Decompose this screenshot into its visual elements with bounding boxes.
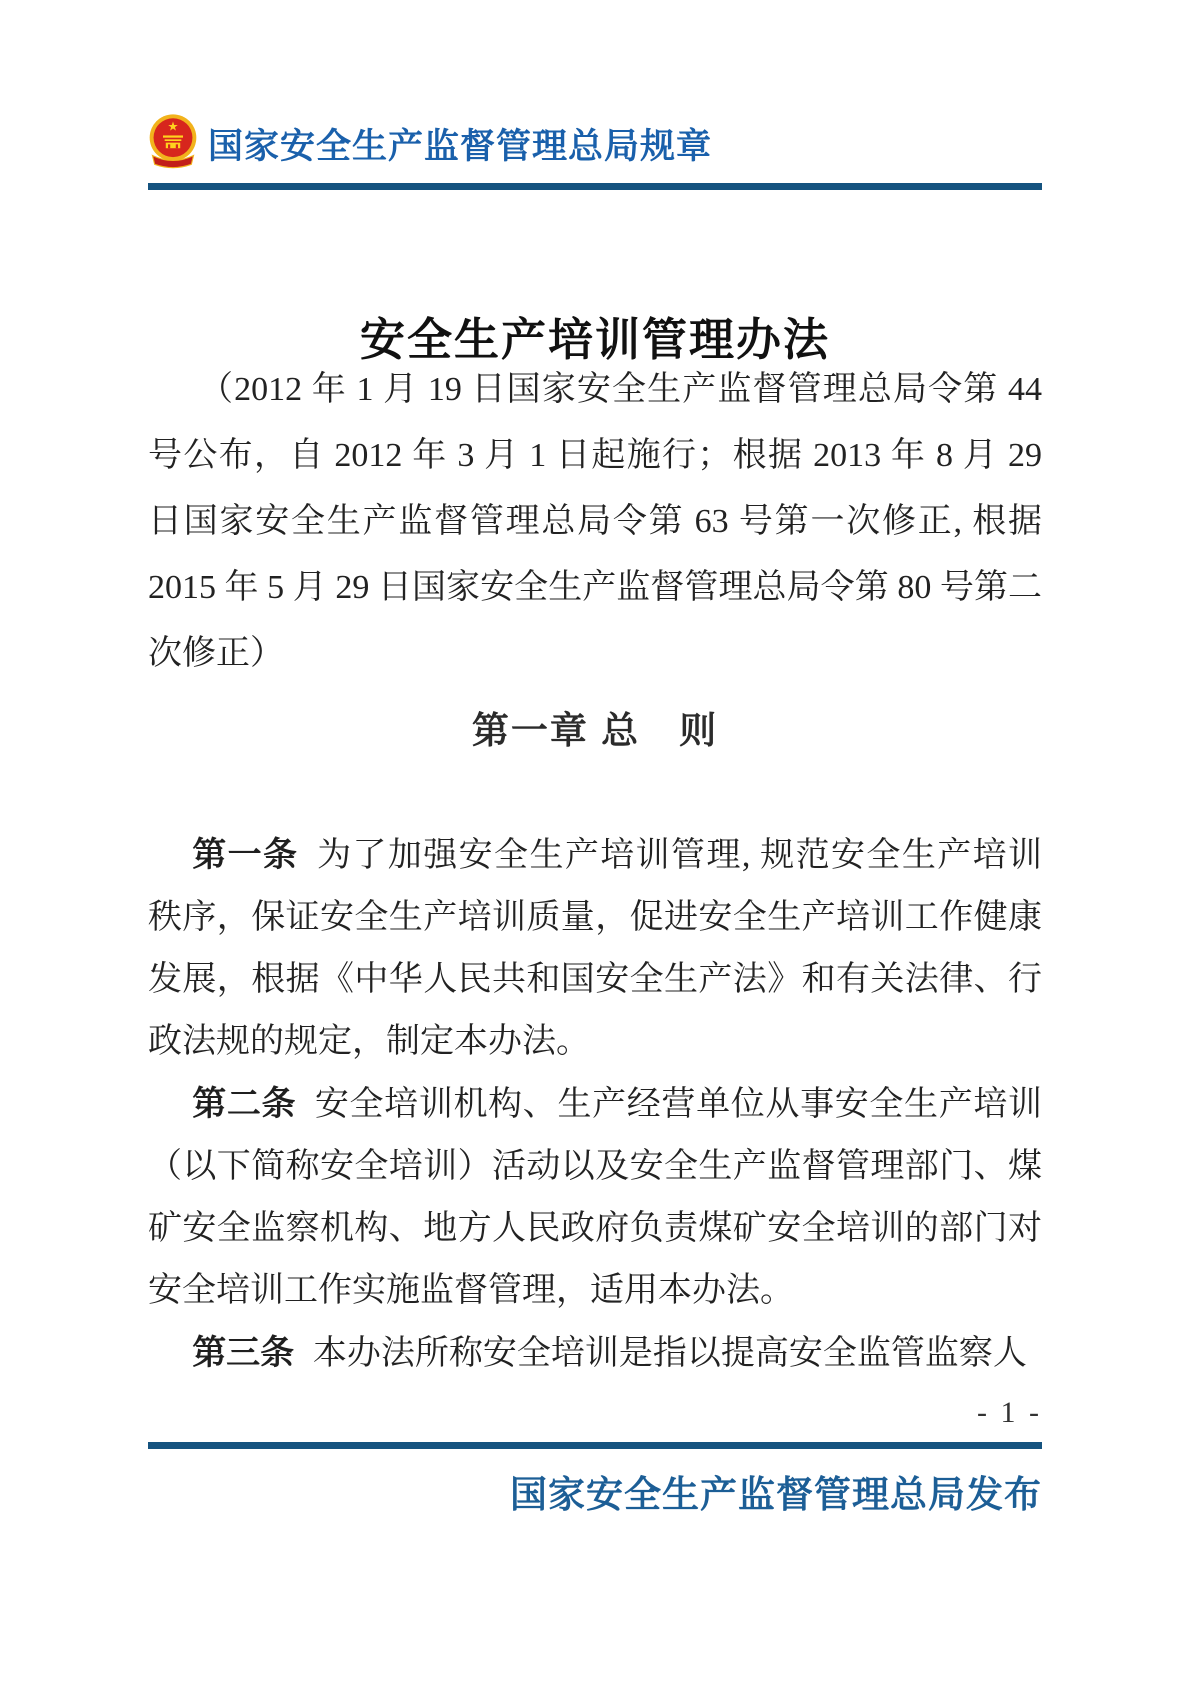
article-1	[148, 824, 1042, 1073]
chapter-heading: 第一章 总 则	[471, 710, 719, 751]
article-3-label: 第三条	[192, 1334, 295, 1372]
article-1-label: 第一条	[192, 836, 299, 874]
page-footer	[148, 1464, 1042, 1518]
footer-publisher-label: 国家安全生产监督管理总局发布	[510, 1475, 1042, 1516]
header-agency-label: 国家安全生产监督管理总局规章	[208, 126, 713, 166]
article-3-text: 本办法所称安全培训是指以提高安全监管监察人	[312, 1335, 1027, 1372]
article-3	[148, 1322, 1042, 1385]
article-2	[148, 1073, 1042, 1322]
promulgation-note: （2012 年 1 月 19 日国家安全生产监督管理总局令第 44 号公布，自 2012 年 3 月 1 日起施行；根据 2013 年 8 月 29 日国家安全生产监督管理总局令第 63 号第一次修正, 根据 2015 年 5 月 29 日国家安全生产监督管理总局令第 80 号第二次修正）	[148, 371, 1042, 672]
page-header	[148, 112, 712, 175]
page-number: - 1 -	[977, 1396, 1042, 1429]
footer-divider-rule	[148, 1442, 1042, 1449]
header-divider-rule	[148, 183, 1042, 190]
national-emblem-icon	[148, 112, 198, 175]
article-2-label: 第二条	[192, 1085, 297, 1123]
article-2-text: 安全培训机构、生产经营单位从事安全生产培训（以下简称安全培训）活动以及安全生产监督管理部门、煤矿安全监察机构、地方人民政府负责煤矿安全培训的部门对安全培训工作实施监督管理，适用本办法。	[148, 1086, 1043, 1309]
article-1-text: 为了加强安全生产培训管理, 规范安全生产培训秩序，保证安全生产培训质量，促进安全生产培训工作健康发展，根据《中华人民共和国安全生产法》和有关法律、行政法规的规定，制定本办法。	[148, 837, 1043, 1060]
document-title: 安全生产培训管理办法	[359, 315, 830, 365]
article-body	[148, 824, 1042, 1385]
